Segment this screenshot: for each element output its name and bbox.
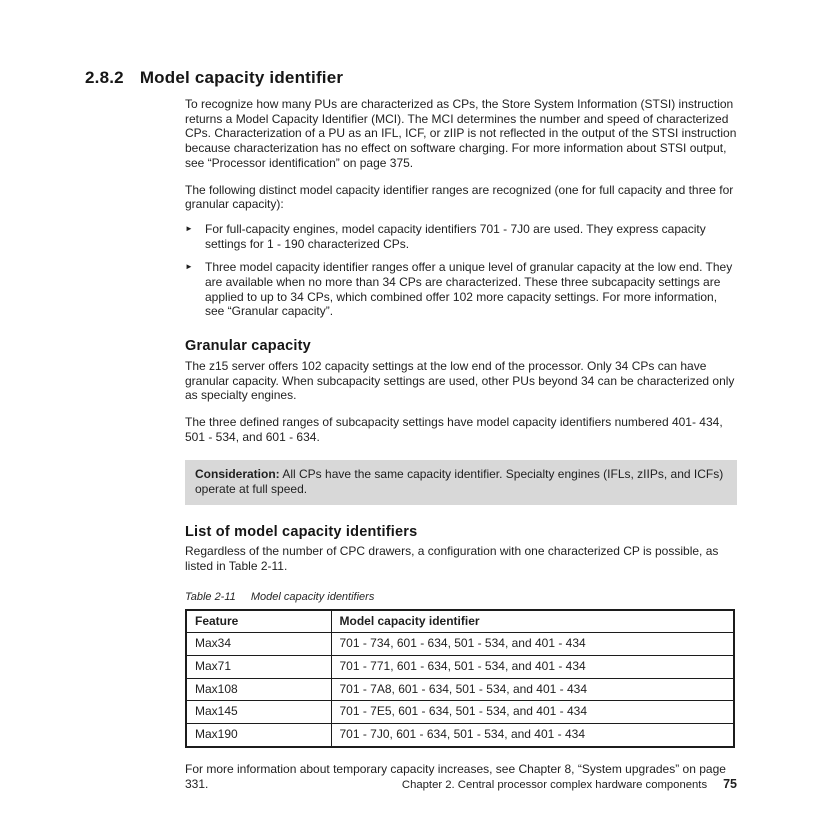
column-header-feature: Feature [186,610,331,633]
table-header-row [186,610,734,633]
table-row [186,724,734,747]
ranges-paragraph: The following distinct model capacity identifier ranges are recognized (one for full capacity and three for granular capacity): [185,182,734,212]
list-identifiers-heading: List of model capacity identifiers [185,523,418,540]
cell-mci: 701 - 734, 601 - 634, 501 - 534, and 401 - 434 [331,633,734,656]
section-content [185,97,737,791]
consideration-callout [185,460,737,504]
page-footer [85,777,737,791]
list-item [185,222,737,251]
footer-chapter-text: Chapter 2. Central processor complex hardware components [401,779,708,791]
table-row [186,655,734,678]
intro-paragraph: To recognize how many PUs are characterized as CPs, the Store System Information (STSI) instruction returns a Model Capacity Identifier (MCI). The MCI determines the number and speed of characterized CPs. Characterization of a PU as an IFL, ICF, or zIIP is not reflected in the output of the STSI instruction because characterization has no effect on software charging. For more information about STSI output, see “Processor identification” on page 375. [185,97,737,170]
granular-paragraph-1: The z15 server offers 102 capacity settings at the low end of the processor. Only 34 CPs can have granular capacity. When subcapacity settings are used, other PUs beyond 34 can be characterized only as specialty engines. [185,358,735,403]
bullet-text: For full-capacity engines, model capacity identifiers 701 - 7J0 are used. They express capacity settings for 1 - 190 characterized CPs. [205,221,706,251]
section-number: 2.8.2 [85,68,124,87]
consideration-label: Consideration: [195,467,280,482]
table-caption-number: Table 2-11 [185,590,236,603]
cell-mci: 701 - 7E5, 601 - 634, 501 - 534, and 401 - 434 [331,701,734,724]
cell-mci: 701 - 771, 601 - 634, 501 - 534, and 401 - 434 [331,655,734,678]
closing-paragraph: For more information about temporary capacity increases, see Chapter 8, “System upgrades” on page 331. [185,761,726,791]
capacity-identifier-table [185,609,735,748]
cell-feature: Max145 [186,701,331,724]
cell-mci: 701 - 7J0, 601 - 634, 501 - 534, and 401 - 434 [331,724,734,747]
table-caption [185,590,737,605]
cell-feature: Max34 [186,633,331,656]
list-item [185,260,737,319]
section-heading [85,68,737,88]
granular-capacity-heading: Granular capacity [185,338,311,355]
cell-mci: 701 - 7A8, 601 - 634, 501 - 534, and 401 - 434 [331,678,734,701]
consideration-text: All CPs have the same capacity identifier. Specialty engines (IFLs, zIIPs, and ICFs) operate at full speed. [195,467,724,497]
cell-feature: Max190 [186,724,331,747]
table-caption-title: Model capacity identifiers [250,590,375,603]
list-identifiers-paragraph: Regardless of the number of CPC drawers, a configuration with one characterized CP is possible, as listed in Table 2-11. [185,544,719,574]
cell-feature: Max108 [186,678,331,701]
granular-paragraph-2: The three defined ranges of subcapacity settings have model capacity identifiers numbered 401- 434, 501 - 534, and 601 - 634. [185,414,723,444]
column-header-mci: Model capacity identifier [331,610,734,633]
table-row [186,678,734,701]
table-row [186,633,734,656]
footer-page-number: 75 [723,777,737,791]
page-body [85,68,737,791]
bullet-icon: ► [185,262,193,272]
section-title: Model capacity identifier [139,68,344,87]
table-row [186,701,734,724]
bullet-list [185,222,737,319]
cell-feature: Max71 [186,655,331,678]
bullet-text: Three model capacity identifier ranges offer a unique level of granular capacity at the low end. They are available when no more than 34 CPs are characterized. These three subcapacity settings are applied to up to 34 CPs, which combined offer 102 more capacity settings. For more information, see “Granular capacity”. [205,260,733,319]
bullet-icon: ► [185,223,193,233]
